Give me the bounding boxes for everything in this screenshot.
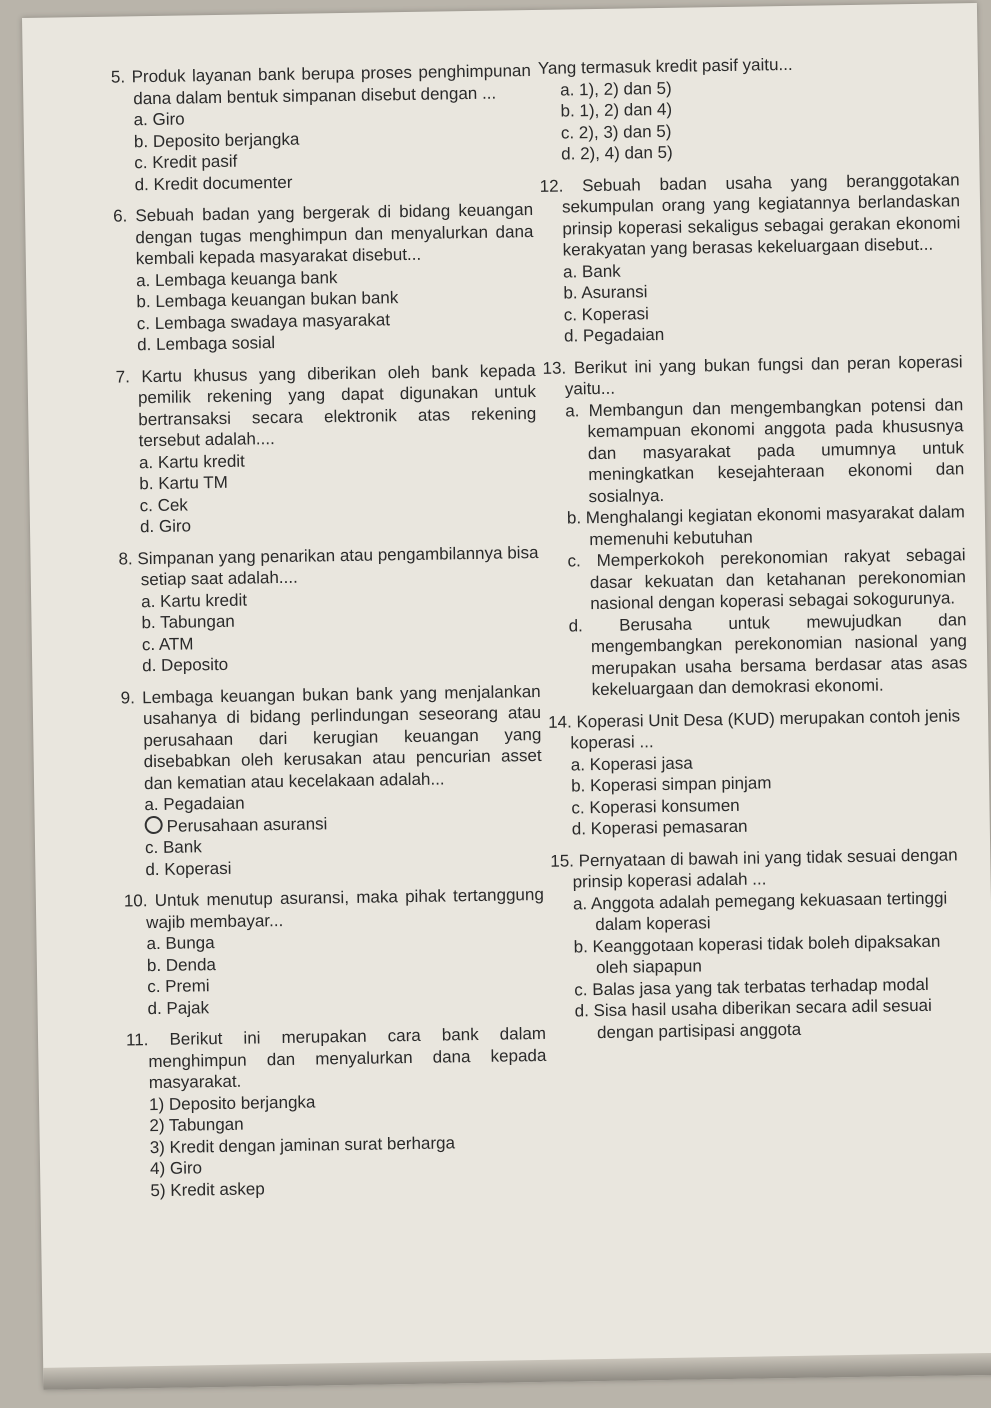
- answer-option[interactable]: a. 1), 2) dan 5): [560, 78, 672, 100]
- answer-option[interactable]: b. Menghalangi kegiatan ekonomi masyarakat dalam memenuhi kebutuhan: [566, 502, 966, 549]
- list-item: 3) Kredit dengan jaminan surat berharga: [149, 1132, 456, 1157]
- question-text: 13. Berikut ini yang bukan fungsi dan peran koperasi yaitu...: [542, 351, 963, 399]
- question-text: 6. Sebuah badan yang bergerak di bidang keuangan dengan tugas menghimpun dan menyalurkan dana kembali kepada masyarakat disebut...: [112, 199, 534, 269]
- question-text: 9. Lembaga keuangan bukan bank yang menjalankan usahanya di bidang perlindungan seseorang atau perusahaan dari kerugian keuangan yang disebabkan oleh kerusakan atau pencurian asset dan kematian atau kecelakaan adalah...: [120, 681, 542, 793]
- answer-options: [549, 748, 970, 841]
- numbered-items: [127, 1087, 549, 1201]
- question-6: [113, 199, 535, 356]
- question-text: 8. Simpanan yang penarikan atau pengambilannya bisa setiap saat adalah....: [118, 542, 539, 590]
- list-item: 5) Kredit askep: [150, 1178, 265, 1200]
- answer-option[interactable]: c. Koperasi: [563, 303, 649, 325]
- answer-option[interactable]: b. Tabungan: [141, 611, 235, 633]
- list-item: 2) Tabungan: [149, 1114, 244, 1136]
- answer-option[interactable]: a. Bank: [562, 261, 621, 282]
- answer-options: [538, 73, 959, 166]
- answer-option[interactable]: b. Denda: [146, 954, 217, 975]
- answer-option[interactable]: b. Lembaga keuangan bukan bank: [136, 288, 399, 312]
- answer-option[interactable]: c. Memperkokoh perekonomian rakyat sebagai dasar kekuatan dan ketahanan perekonomian nasional dengan koperasi sebagai sokogurunya.: [567, 545, 967, 614]
- answer-option[interactable]: d. 2), 4) dan 5): [561, 142, 673, 164]
- question-9: [121, 680, 544, 880]
- question-text: 7. Kartu khusus yang diberikan oleh bank kepada pemilik rekening yang dapat digunakan untuk bertransaksi secara elektronik atas rekening tersebut adalah....: [115, 360, 537, 451]
- answer-options: [122, 788, 543, 881]
- answer-option[interactable]: d. Giro: [139, 516, 192, 537]
- answer-option[interactable]: a. Koperasi jasa: [570, 753, 693, 774]
- answer-option[interactable]: c. Premi: [147, 976, 210, 997]
- answer-option[interactable]: d. Deposito: [142, 654, 229, 676]
- answer-option[interactable]: b. Asuransi: [563, 282, 648, 303]
- answer-options: [551, 887, 973, 1044]
- answer-options: [114, 263, 535, 356]
- question-11: [126, 1023, 549, 1202]
- answer-options: [543, 394, 968, 702]
- answer-option[interactable]: d. Lembaga sosial: [136, 333, 276, 355]
- answer-options: [111, 103, 532, 196]
- answer-option[interactable]: c. ATM: [141, 633, 194, 654]
- question-15: [550, 844, 973, 1044]
- answer-option[interactable]: a. Pegadaian: [144, 793, 245, 815]
- answer-option[interactable]: a. Bunga: [146, 933, 215, 954]
- question-13: [542, 351, 967, 702]
- circle-mark-icon: [145, 815, 163, 833]
- answer-option[interactable]: d. Koperasi pemasaran: [571, 816, 748, 839]
- answer-option[interactable]: a. Lembaga keuanga bank: [135, 267, 338, 290]
- answer-option[interactable]: a. Anggota adalah pemegang kekuasaan tertinggi dalam koperasi: [572, 888, 948, 935]
- left-column: [111, 60, 549, 1201]
- answer-option[interactable]: c. 2), 3) dan 5): [560, 121, 672, 143]
- page-bottom-edge: [43, 1353, 991, 1390]
- list-item: 4) Giro: [149, 1158, 203, 1179]
- answer-option[interactable]: c. Lembaga swadaya masyarakat: [136, 309, 391, 333]
- answer-option[interactable]: a. Kartu kredit: [141, 590, 248, 611]
- answer-option[interactable]: b. Deposito berjangka: [133, 129, 300, 151]
- answer-option[interactable]: a. Giro: [133, 109, 185, 130]
- answer-option[interactable]: d. Pegadaian: [563, 324, 665, 346]
- question-5: [111, 60, 533, 196]
- question-14: [548, 705, 970, 841]
- answer-options: [119, 584, 540, 677]
- question-text: 12. Sebuah badan usaha yang beranggotakan sekumpulan orang yang kegiatannya berlandaskan prinsip koperasi sekaligus sebagai gerakan ekonomi kerakyatan yang berasas kekeluargaan disebut...: [539, 169, 961, 260]
- question-10: [124, 884, 546, 1020]
- question-text: 15. Pernyataan di bawah ini yang tidak sesuai dengan prinsip koperasi adalah ...: [550, 844, 958, 892]
- worksheet-page: [22, 3, 991, 1390]
- right-column: [538, 51, 973, 1043]
- answer-options: [117, 445, 538, 538]
- question-text: 14. Koperasi Unit Desa (KUD) merupakan contoh jenis koperasi ...: [547, 705, 961, 753]
- answer-option[interactable]: d. Sisa hasil usaha diberikan secara adil sesuai dengan partisipasi anggota: [574, 995, 932, 1042]
- question-12: [540, 169, 963, 348]
- answer-option[interactable]: c. Bank: [144, 837, 202, 858]
- answer-options: [541, 255, 962, 348]
- question-8: [118, 541, 540, 677]
- question-11-continued: [538, 51, 960, 165]
- answer-option[interactable]: a. Membangun dan mengembangkan potensi dan kemampuan ekonomi anggota pada khususnya dan masyarakat pada umumnya untuk meningkatkan kesejahteraan ekonomi dan sosialnya.: [565, 394, 965, 506]
- answer-option[interactable]: c. Kredit pasif: [134, 151, 238, 173]
- answer-option-label: Perusahaan asuransi: [166, 813, 328, 836]
- answer-option[interactable]: b. Koperasi simpan pinjam: [570, 773, 772, 796]
- answer-option[interactable]: c. Balas jasa yang tak terbatas terhadap modal: [574, 974, 929, 999]
- answer-option[interactable]: c. Koperasi konsumen: [571, 795, 740, 817]
- question-text: 10. Untuk menutup asuransi, maka pihak tertanggung wajib membayar...: [123, 884, 544, 932]
- question-text: 5. Produk layanan bank berupa proses penghimpunan dana dalam bentuk simpanan disebut dengan ...: [110, 61, 532, 108]
- answer-option[interactable]: b. 1), 2) dan 4): [560, 99, 673, 121]
- answer-option[interactable]: d. Kredit documenter: [134, 172, 293, 194]
- answer-options: [124, 927, 545, 1020]
- answer-option[interactable]: b. Kartu TM: [139, 472, 228, 494]
- answer-option[interactable]: b. Keanggotaan koperasi tidak boleh dipaksakan oleh siapapun: [573, 931, 941, 978]
- question-text: 11. Berikut ini merupakan cara bank dalam menghimpun dan menyalurkan dana kepada masyarakat.: [125, 1023, 547, 1093]
- question-prompt: Yang termasuk kredit pasif yaitu...: [537, 54, 793, 78]
- answer-option[interactable]: d. Berusaha untuk mewujudkan dan mengembangkan perekonomian nasional yang merupakan usaha bersama berdasar atas asas kekeluargaan dan demokrasi ekonomi.: [568, 609, 968, 700]
- question-7: [115, 359, 538, 538]
- answer-option[interactable]: c. Cek: [139, 494, 188, 515]
- list-item: 1) Deposito berjangka: [148, 1092, 316, 1114]
- answer-option[interactable]: a. Kartu kredit: [138, 451, 245, 472]
- answer-option[interactable]: d. Koperasi: [145, 858, 232, 879]
- answer-option[interactable]: d. Pajak: [147, 997, 210, 1018]
